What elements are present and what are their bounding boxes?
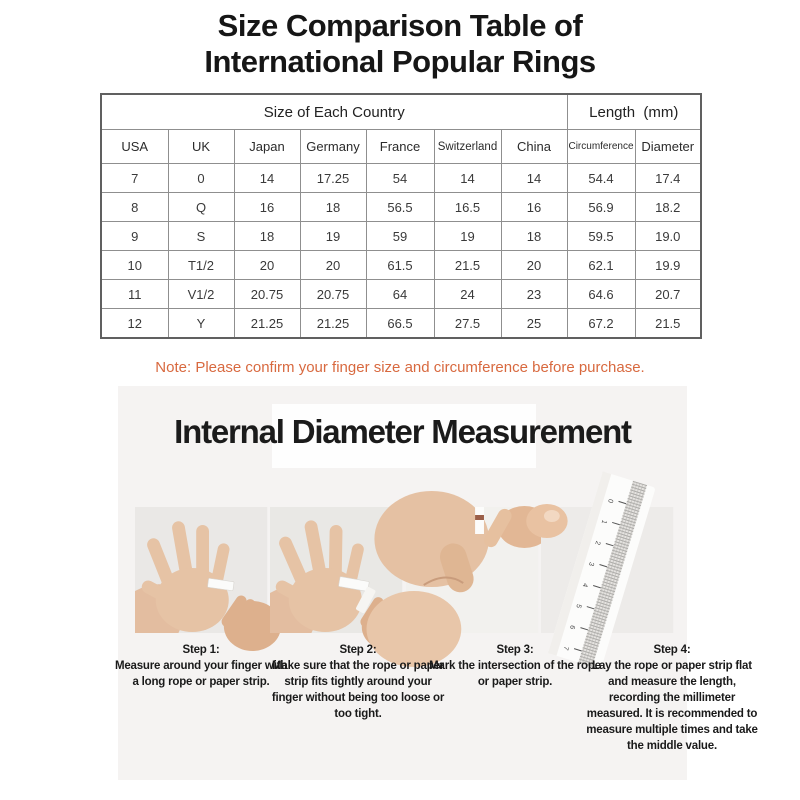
table-cell: 19 [300,222,366,251]
table-cell: 12 [101,309,168,339]
section-heading: Internal Diameter Measurement [174,413,631,450]
table-cell: 20 [300,251,366,280]
table-cell: 18 [300,193,366,222]
table-cell: 62.1 [567,251,635,280]
table-cell: 18.2 [635,193,701,222]
table-cell: 17.4 [635,164,701,193]
measurement-section [114,386,758,780]
table-cell: 8 [101,193,168,222]
step-item-4 [586,642,760,754]
step-item-3 [429,642,603,754]
step-text-block [113,642,289,690]
table-cell: 19 [434,222,501,251]
table-cell: 67.2 [567,309,635,339]
ring-size-table [100,93,702,339]
table-cell: 61.5 [366,251,434,280]
step-text: Make sure that the rope or paper strip fits tightly around your finger without being too loose or too tight. [271,660,445,720]
table-cell: 66.5 [366,309,434,339]
step-text-block [427,642,603,690]
table-cell: 14 [434,164,501,193]
table-cell: 20 [234,251,300,280]
table-cell: Q [168,193,234,222]
table-cell: 14 [234,164,300,193]
table-cell: 16 [501,193,567,222]
table-cell: Y [168,309,234,339]
column-header-diameter: Diameter [635,130,701,164]
table-cell: 23 [501,280,567,309]
ruler-measuring-illustration [541,497,673,651]
step-text: Measure around your finger with a long rope or paper strip. [114,660,288,688]
table-row [101,280,701,309]
step3-mark-intersection-photo [406,507,538,633]
table-cell: S [168,222,234,251]
table-cell: 14 [501,164,567,193]
svg-text:5: 5 [574,603,582,609]
table-cell: 10 [101,251,168,280]
mark-intersection-illustration [406,507,538,633]
table-cell: 24 [434,280,501,309]
table-cell: 59 [366,222,434,251]
step-text-block [584,642,760,754]
step1-hand-strip-photo [135,507,267,633]
table-cell: 25 [501,309,567,339]
page-title-line1: Size Comparison Table of [217,8,583,43]
table-cell: 56.9 [567,193,635,222]
column-header-japan: Japan [234,130,300,164]
table-column-header-row [101,130,701,164]
svg-text:0: 0 [605,497,614,504]
table-cell: 21.5 [434,251,501,280]
table-cell: 54 [366,164,434,193]
table-body [101,164,701,339]
table-row [101,193,701,222]
table-row [101,222,701,251]
purchase-note: Note: Please confirm your finger size and circumference before purchase. [155,359,645,376]
step-item-2 [271,642,446,754]
table-cell: 64 [366,280,434,309]
table-cell: T1/2 [168,251,234,280]
table-cell: 16 [234,193,300,222]
hand-with-strip-illustration [135,507,267,633]
svg-text:4: 4 [580,582,589,588]
table-cell: 19.0 [635,222,701,251]
table-cell: 21.5 [635,309,701,339]
page-title [0,8,800,80]
step-text: Lay the rope or paper strip flat and measure the length, recording the millimeter measured. It is recommended to measure multiple times and take the middle value. [586,660,758,752]
table-cell: 20.75 [234,280,300,309]
column-header-circumference: Circumference [567,130,635,164]
table-cell: 7 [101,164,168,193]
column-header-china: China [501,130,567,164]
step-label: Step 1: [182,644,220,656]
group-header-length: Length (mm) [567,94,701,130]
column-header-switzerland: Switzerland [434,130,501,164]
table-cell: 0 [168,164,234,193]
table-cell: 11 [101,280,168,309]
step-label: Step 3: [496,644,534,656]
svg-text:2: 2 [593,539,601,546]
steps-row [114,642,758,754]
table-cell: 17.25 [300,164,366,193]
table-cell: 18 [501,222,567,251]
column-header-france: France [366,130,434,164]
column-header-germany: Germany [300,130,366,164]
table-cell: 16.5 [434,193,501,222]
step-label: Step 2: [339,644,377,656]
table-group-header-row [101,94,701,130]
table-cell: 20 [501,251,567,280]
table-cell: 56.5 [366,193,434,222]
step-label: Step 4: [653,644,691,656]
group-header-size: Size of Each Country [101,94,567,130]
step-item-1 [114,642,289,754]
table-cell: 64.6 [567,280,635,309]
table-cell: 54.4 [567,164,635,193]
step4-ruler-photo [541,497,673,651]
column-header-usa: USA [101,130,168,164]
table-cell: 21.25 [300,309,366,339]
table-row [101,309,701,339]
page-title-line2: International Popular Rings [204,44,596,79]
table-cell: V1/2 [168,280,234,309]
table-cell: 9 [101,222,168,251]
step-text-block [270,642,446,722]
table-row [101,164,701,193]
table-cell: 18 [234,222,300,251]
table-cell: 20.7 [635,280,701,309]
step-text: Mark the intersection of the rope or paper strip. [429,660,601,688]
column-header-uk: UK [168,130,234,164]
svg-text:7: 7 [561,645,570,651]
table-cell: 19.9 [635,251,701,280]
table-cell: 20.75 [300,280,366,309]
table-cell: 21.25 [234,309,300,339]
svg-text:3: 3 [586,560,595,567]
table-cell: 27.5 [434,309,501,339]
svg-text:1: 1 [599,518,608,525]
table-row [101,251,701,280]
table-cell: 59.5 [567,222,635,251]
svg-text:6: 6 [567,624,576,630]
